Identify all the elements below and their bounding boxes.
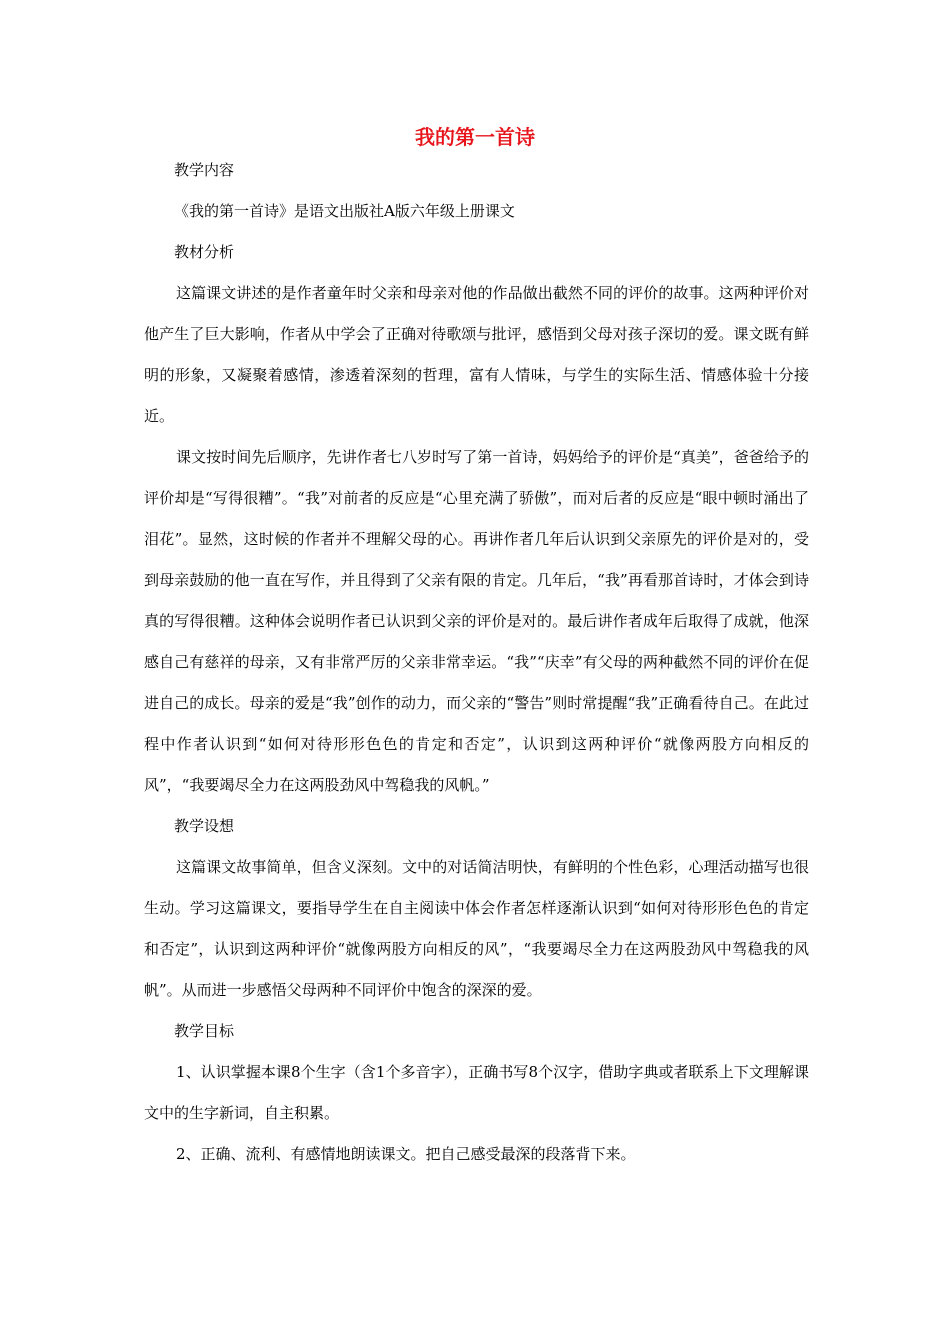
- document-title: 我的第一首诗: [415, 125, 535, 149]
- paragraph-design: 这篇课文故事简单，但含义深刻。文中的对话简洁明快，有鲜明的个性色彩，心理活动描写也很生动。学习这篇课文，要指导学生在自主阅读中体会作者怎样逐渐认识到“如何对待形形色色的肯定和否定”，认识到这两种评价“就像两股方向相反的风”，“我要竭尽全力在这两股劲风中驾稳我的风帆”。从而进一步感悟父母两种不同评价中饱含的深深的爱。: [144, 858, 809, 999]
- paragraph-analysis-1: 这篇课文讲述的是作者童年时父亲和母亲对他的作品做出截然不同的评价的故事。这两种评价对他产生了巨大影响，作者从中学会了正确对待歌颂与批评，感悟到父母对孩子深切的爱。课文既有鲜明的形象，又凝聚着感情，渗透着深刻的哲理，富有人情味，与学生的实际生活、情感体验十分接近。: [144, 284, 809, 425]
- section-heading-content: 教学内容: [174, 161, 235, 179]
- goal-item-1: 1、认识掌握本课8个生字（含1个多音字），正确书写8个汉字，借助字典或者联系上下文理解课文中的生字新词，自主积累。: [144, 1063, 809, 1122]
- paragraph-analysis-2: 课文按时间先后顺序，先讲作者七八岁时写了第一首诗，妈妈给予的评价是“真美”，爸爸给予的评价却是“写得很糟”。“我”对前者的反应是“心里充满了骄傲”，而对后者的反应是“眼中顿时涌出了泪花”。显然，这时候的作者并不理解父母的心。再讲作者几年后认识到父亲原先的评价是对的，受到母亲鼓励的他一直在写作，并且得到了父亲有限的肯定。几年后，“我”再看那首诗时，才体会到诗真的写得很糟。这种体会说明作者已认识到父亲的评价是对的。最后讲作者成年后取得了成就，他深感自己有慈祥的母亲，又有非常严厉的父亲非常幸运。“我”“庆幸”有父母的两种截然不同的评价在促进自己的成长。母亲的爱是“我”创作的动力，而父亲的“警告”则时常提醒“我”正确看待自己。在此过程中作者认识到“如何对待形形色色的肯定和否定”，认识到这两种评价“就像两股方向相反的风”，“我要竭尽全力在这两股劲风中驾稳我的风帆。”: [144, 448, 809, 794]
- section-heading-analysis: 教材分析: [174, 243, 235, 261]
- goal-item-2: 2、正确、流利、有感情地朗读课文。把自己感受最深的段落背下来。: [176, 1145, 636, 1163]
- section-heading-goals: 教学目标: [174, 1022, 235, 1040]
- document-body: [144, 150, 809, 1175]
- textbook-source-line: 《我的第一首诗》是语文出版社A版六年级上册课文: [174, 202, 515, 220]
- section-heading-design: 教学设想: [174, 817, 235, 835]
